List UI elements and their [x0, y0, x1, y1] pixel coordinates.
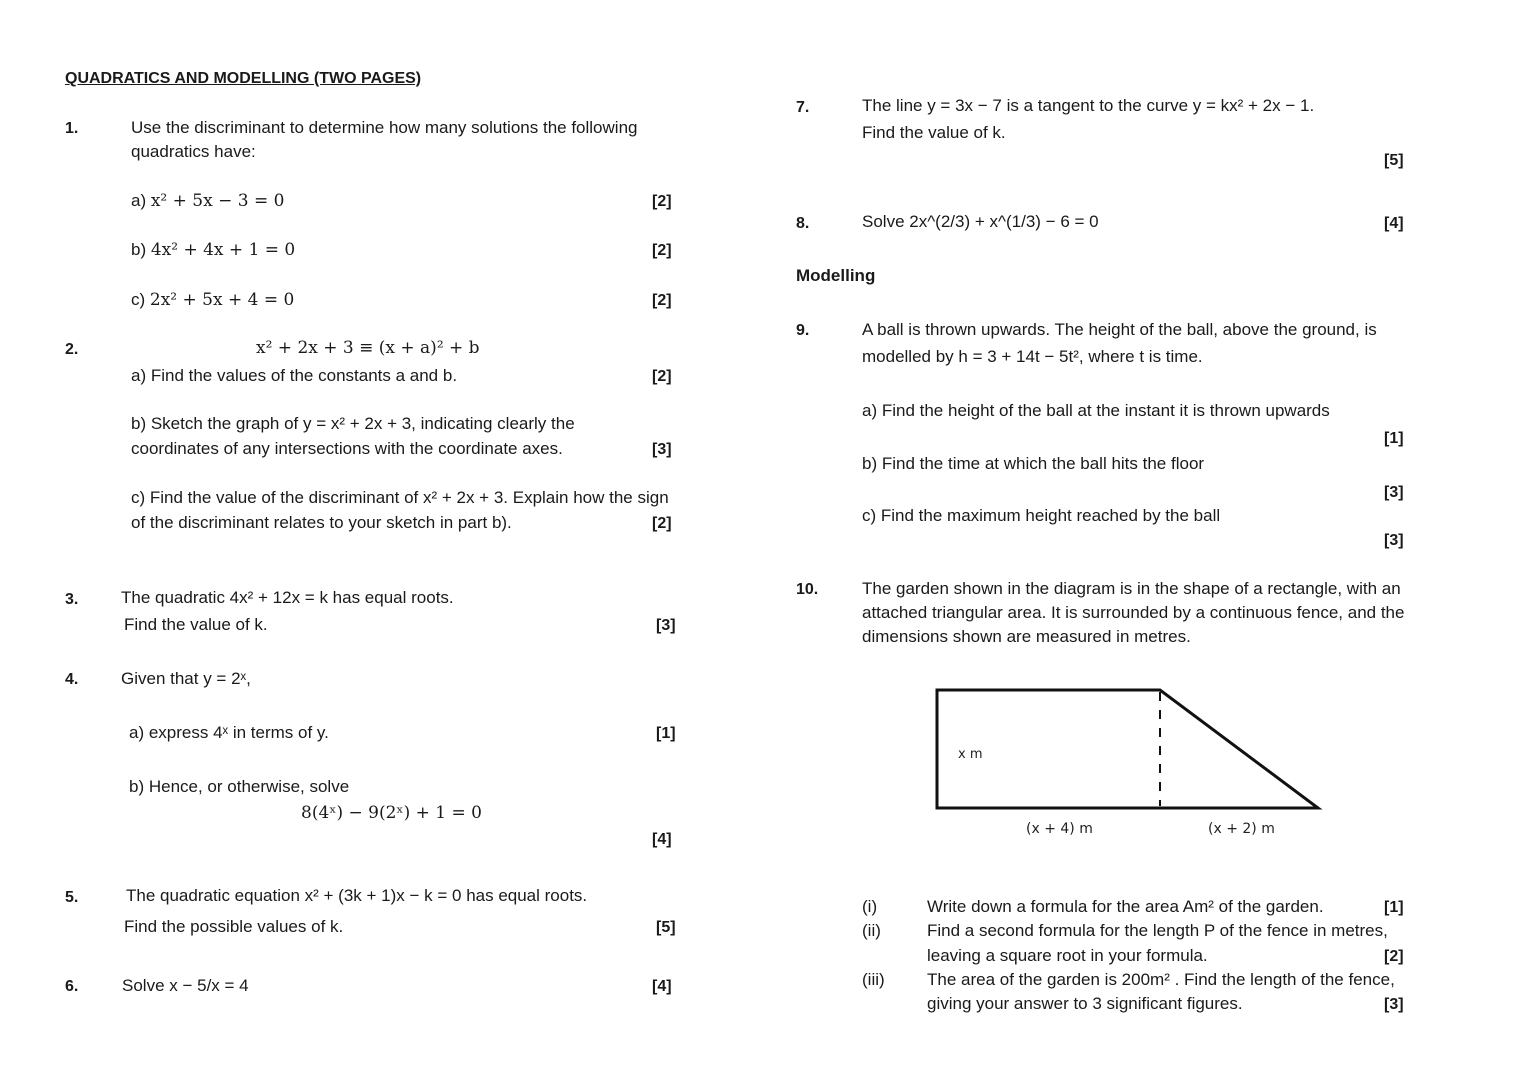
question-5-number: 5.: [65, 889, 79, 906]
diagram-base1-label: (x + 4) m: [1026, 821, 1093, 837]
question-4a-text: a) express 4ˣ in terms of y.: [129, 723, 329, 742]
question-4-line1: Given that y = 2ˣ,: [121, 669, 251, 688]
question-6-text: Solve x − 5/x = 4: [122, 976, 249, 995]
garden-outline: [937, 690, 1318, 808]
question-1b-mark: [2]: [652, 242, 672, 259]
question-4b-text: b) Hence, or otherwise, solve: [129, 777, 350, 796]
question-10ii-line2: leaving a square root in your formula.: [927, 946, 1208, 965]
question-1a: a) x² + 5x − 3 = 0: [131, 191, 285, 211]
question-10iii-mark: [3]: [1384, 996, 1404, 1013]
question-10iii-label: (iii): [862, 970, 885, 989]
question-4-number: 4.: [65, 671, 79, 688]
question-1-number: 1.: [65, 120, 79, 137]
question-5-line1: The quadratic equation x² + (3k + 1)x − k = 0 has equal roots.: [126, 886, 588, 905]
question-6-number: 6.: [65, 978, 79, 995]
garden-diagram: [930, 680, 1330, 850]
diagram-base2-label: (x + 2) m: [1208, 821, 1275, 837]
question-1c-mark: [2]: [652, 292, 672, 309]
question-1a-mark: [2]: [652, 193, 672, 210]
question-5-mark: [5]: [656, 919, 676, 936]
question-3-number: 3.: [65, 591, 79, 608]
question-3-line2: Find the value of k.: [124, 615, 268, 634]
page-title: QUADRATICS AND MODELLING (TWO PAGES): [65, 70, 422, 87]
question-1-text-line2: quadratics have:: [131, 142, 256, 161]
question-9-number: 9.: [796, 322, 810, 339]
question-8-mark: [4]: [1384, 215, 1404, 232]
question-2c-mark: [2]: [652, 515, 672, 532]
question-4b-mark: [4]: [652, 831, 672, 848]
section-heading-modelling: Modelling: [796, 266, 876, 285]
diagram-side-label: x m: [958, 747, 983, 762]
question-10iii-line2: giving your answer to 3 significant figures.: [927, 994, 1243, 1013]
question-5-line2: Find the possible values of k.: [124, 917, 344, 936]
question-2-number: 2.: [65, 341, 79, 358]
question-4a-mark: [1]: [656, 725, 676, 742]
question-10ii-mark: [2]: [1384, 948, 1404, 965]
question-7-number: 7.: [796, 99, 810, 116]
question-2c-line2: of the discriminant relates to your sketch in part b).: [131, 513, 512, 532]
question-3-mark: [3]: [656, 617, 676, 634]
question-2b-line1: b) Sketch the graph of y = x² + 2x + 3, indicating clearly the: [131, 414, 575, 433]
question-2b-line2: coordinates of any intersections with the coordinate axes.: [131, 439, 563, 458]
question-9a-text: a) Find the height of the ball at the instant it is thrown upwards: [862, 401, 1330, 420]
question-10ii-label: (ii): [862, 921, 881, 940]
question-7-mark: [5]: [1384, 152, 1404, 169]
question-1b-expression: 4x² + 4x + 1 = 0: [150, 240, 296, 260]
question-2c-line1: c) Find the value of the discriminant of x² + 2x + 3. Explain how the sign: [131, 488, 669, 507]
question-10i-mark: [1]: [1384, 899, 1404, 916]
question-1-text-line1: Use the discriminant to determine how many solutions the following: [131, 118, 638, 137]
question-9c-text: c) Find the maximum height reached by the ball: [862, 506, 1221, 525]
question-2b-mark: [3]: [652, 441, 672, 458]
question-7-line1: The line y = 3x − 7 is a tangent to the curve y = kx² + 2x − 1.: [862, 96, 1315, 115]
question-10i-text: Write down a formula for the area Am² of the garden.: [927, 897, 1324, 916]
question-3-line1: The quadratic 4x² + 12x = k has equal roots.: [121, 588, 454, 607]
question-9-line2: modelled by h = 3 + 14t − 5t², where t is time.: [862, 347, 1203, 366]
question-7-line2: Find the value of k.: [862, 123, 1006, 142]
question-10-line1: The garden shown in the diagram is in the shape of a rectangle, with an: [862, 579, 1401, 598]
question-2a-mark: [2]: [652, 368, 672, 385]
question-1a-expression: x² + 5x − 3 = 0: [150, 191, 285, 211]
question-8-text: Solve 2x^(2/3) + x^(1/3) − 6 = 0: [862, 212, 1099, 231]
question-1b: b) 4x² + 4x + 1 = 0: [131, 240, 296, 260]
question-1c: c) 2x² + 5x + 4 = 0: [131, 290, 295, 310]
question-10-line2: attached triangular area. It is surrounded by a continuous fence, and the: [862, 603, 1405, 622]
question-1c-expression: 2x² + 5x + 4 = 0: [149, 290, 295, 310]
question-8-number: 8.: [796, 215, 810, 232]
question-10-number: 10.: [796, 581, 819, 598]
question-10ii-line1: Find a second formula for the length P of the fence in metres,: [927, 921, 1388, 940]
question-9a-mark: [1]: [1384, 430, 1404, 447]
question-9b-text: b) Find the time at which the ball hits the floor: [862, 454, 1205, 473]
question-6-mark: [4]: [652, 978, 672, 995]
question-10i-label: (i): [862, 897, 878, 916]
question-2-identity: x² + 2x + 3 ≡ (x + a)² + b: [256, 338, 480, 358]
question-2a-text: a) Find the values of the constants a and b.: [131, 366, 458, 385]
question-10-line3: dimensions shown are measured in metres.: [862, 627, 1191, 646]
question-9-line1: A ball is thrown upwards. The height of the ball, above the ground, is: [862, 320, 1377, 339]
question-9c-mark: [3]: [1384, 532, 1404, 549]
question-4b-equation: 8(4ˣ) − 9(2ˣ) + 1 = 0: [301, 803, 482, 823]
question-9b-mark: [3]: [1384, 484, 1404, 501]
question-10iii-line1: The area of the garden is 200m² . Find the length of the fence,: [927, 970, 1395, 989]
